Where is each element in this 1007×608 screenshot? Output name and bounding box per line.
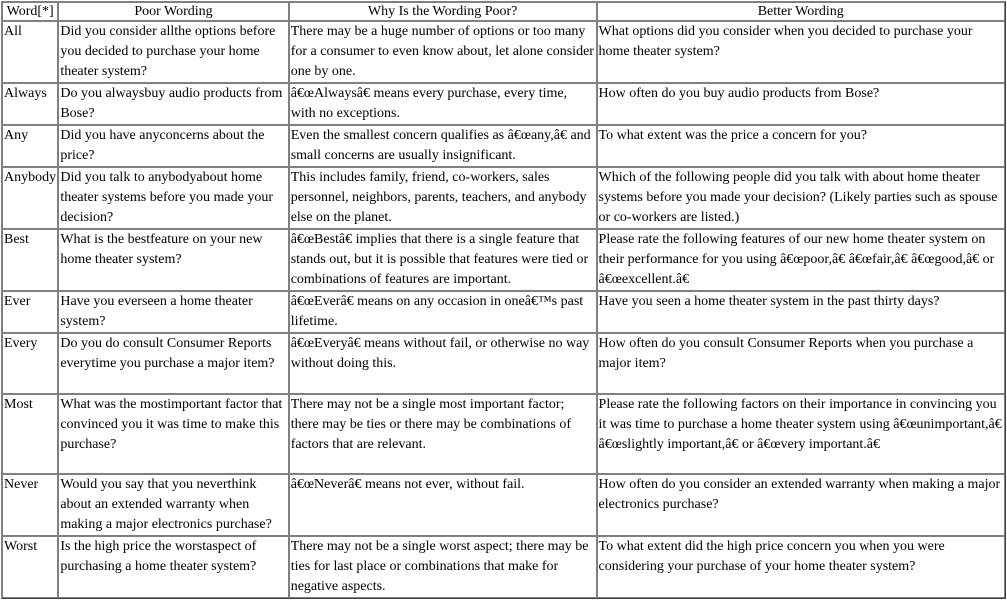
- table-row: [2, 474, 1005, 536]
- cell-poor-wording: Do you do consult Consumer Reports everytime you purchase a major item?: [58, 333, 288, 394]
- cell-poor-wording: Did you consider allthe options before you decided to purchase your home theater system?: [58, 21, 288, 83]
- header-better-wording: Better Wording: [597, 2, 1005, 21]
- cell-why-poor: There may not be a single most important factor; there may be ties or there may be combinations of factors that are relevant.: [289, 394, 597, 474]
- cell-poor-wording: Did you have anyconcerns about the price?: [58, 125, 288, 167]
- cell-word: Ever: [2, 291, 58, 333]
- cell-better-wording: Have you seen a home theater system in the past thirty days?: [597, 291, 1005, 333]
- cell-word: All: [2, 21, 58, 83]
- cell-word: Any: [2, 125, 58, 167]
- cell-word: Never: [2, 474, 58, 536]
- table-row: [2, 21, 1005, 83]
- cell-better-wording: Please rate the following factors on their importance in convincing you it was time to purchase a home theater system using â€œunimportant,â€ â€œslightly important,â€ or â€œvery important.â€: [597, 394, 1005, 474]
- header-why-poor: Why Is the Wording Poor?: [289, 2, 597, 21]
- cell-poor-wording: Do you alwaysbuy audio products from Bose?: [58, 83, 288, 125]
- table-row: [2, 536, 1005, 598]
- cell-better-wording: Which of the following people did you talk with about home theater systems before you made your decision? (Likely parties such as spouse or co-workers are listed.): [597, 167, 1005, 229]
- table-row: [2, 394, 1005, 474]
- table-row: [2, 229, 1005, 291]
- cell-poor-wording: What was the mostimportant factor that convinced you it was time to make this purchase?: [58, 394, 288, 474]
- cell-better-wording: To what extent did the high price concern you when you were considering your purchase of your home theater system?: [597, 536, 1005, 598]
- cell-better-wording: How often do you buy audio products from Bose?: [597, 83, 1005, 125]
- cell-word: Every: [2, 333, 58, 394]
- cell-better-wording: How often do you consider an extended warranty when making a major electronics purchase?: [597, 474, 1005, 536]
- cell-why-poor: â€œEveryâ€ means without fail, or otherwise no way without doing this.: [289, 333, 597, 394]
- cell-better-wording: Please rate the following features of our new home theater system on their performance for you using â€œpoor,â€ â€œfair,â€ â€œgood,â€ or â€œexcellent.â€: [597, 229, 1005, 291]
- cell-why-poor: â€œBestâ€ implies that there is a single feature that stands out, but it is possible that features were tied or combinations of features are important.: [289, 229, 597, 291]
- table-row: [2, 333, 1005, 394]
- cell-poor-wording: Have you everseen a home theater system?: [58, 291, 288, 333]
- cell-better-wording: How often do you consult Consumer Reports when you purchase a major item?: [597, 333, 1005, 394]
- cell-why-poor: Even the smallest concern qualifies as â€œany,â€ and small concerns are usually insignificant.: [289, 125, 597, 167]
- cell-why-poor: â€œEverâ€ means on any occasion in oneâ€™s past lifetime.: [289, 291, 597, 333]
- cell-poor-wording: Did you talk to anybodyabout home theater systems before you made your decision?: [58, 167, 288, 229]
- header-word: Word[*]: [2, 2, 58, 21]
- wording-table: [1, 1, 1006, 599]
- cell-why-poor: â€œNeverâ€ means not ever, without fail.: [289, 474, 597, 536]
- cell-poor-wording: What is the bestfeature on your new home theater system?: [58, 229, 288, 291]
- table-row: [2, 291, 1005, 333]
- table-row: [2, 83, 1005, 125]
- cell-why-poor: â€œAlwaysâ€ means every purchase, every time, with no exceptions.: [289, 83, 597, 125]
- cell-better-wording: To what extent was the price a concern for you?: [597, 125, 1005, 167]
- cell-word: Anybody: [2, 167, 58, 229]
- header-row: [2, 2, 1005, 21]
- cell-word: Worst: [2, 536, 58, 598]
- header-poor-wording: Poor Wording: [58, 2, 288, 21]
- cell-better-wording: What options did you consider when you decided to purchase your home theater system?: [597, 21, 1005, 83]
- cell-poor-wording: Is the high price the worstaspect of purchasing a home theater system?: [58, 536, 288, 598]
- table-row: [2, 167, 1005, 229]
- cell-word: Always: [2, 83, 58, 125]
- cell-word: Most: [2, 394, 58, 474]
- cell-poor-wording: Would you say that you neverthink about an extended warranty when making a major electronics purchase?: [58, 474, 288, 536]
- cell-word: Best: [2, 229, 58, 291]
- cell-why-poor: There may be a huge number of options or too many for a consumer to even know about, let alone consider one by one.: [289, 21, 597, 83]
- cell-why-poor: This includes family, friend, co-workers, sales personnel, neighbors, parents, teachers, and anybody else on the planet.: [289, 167, 597, 229]
- table-row: [2, 125, 1005, 167]
- cell-why-poor: There may not be a single worst aspect; there may be ties for last place or combinations that make for negative aspects.: [289, 536, 597, 598]
